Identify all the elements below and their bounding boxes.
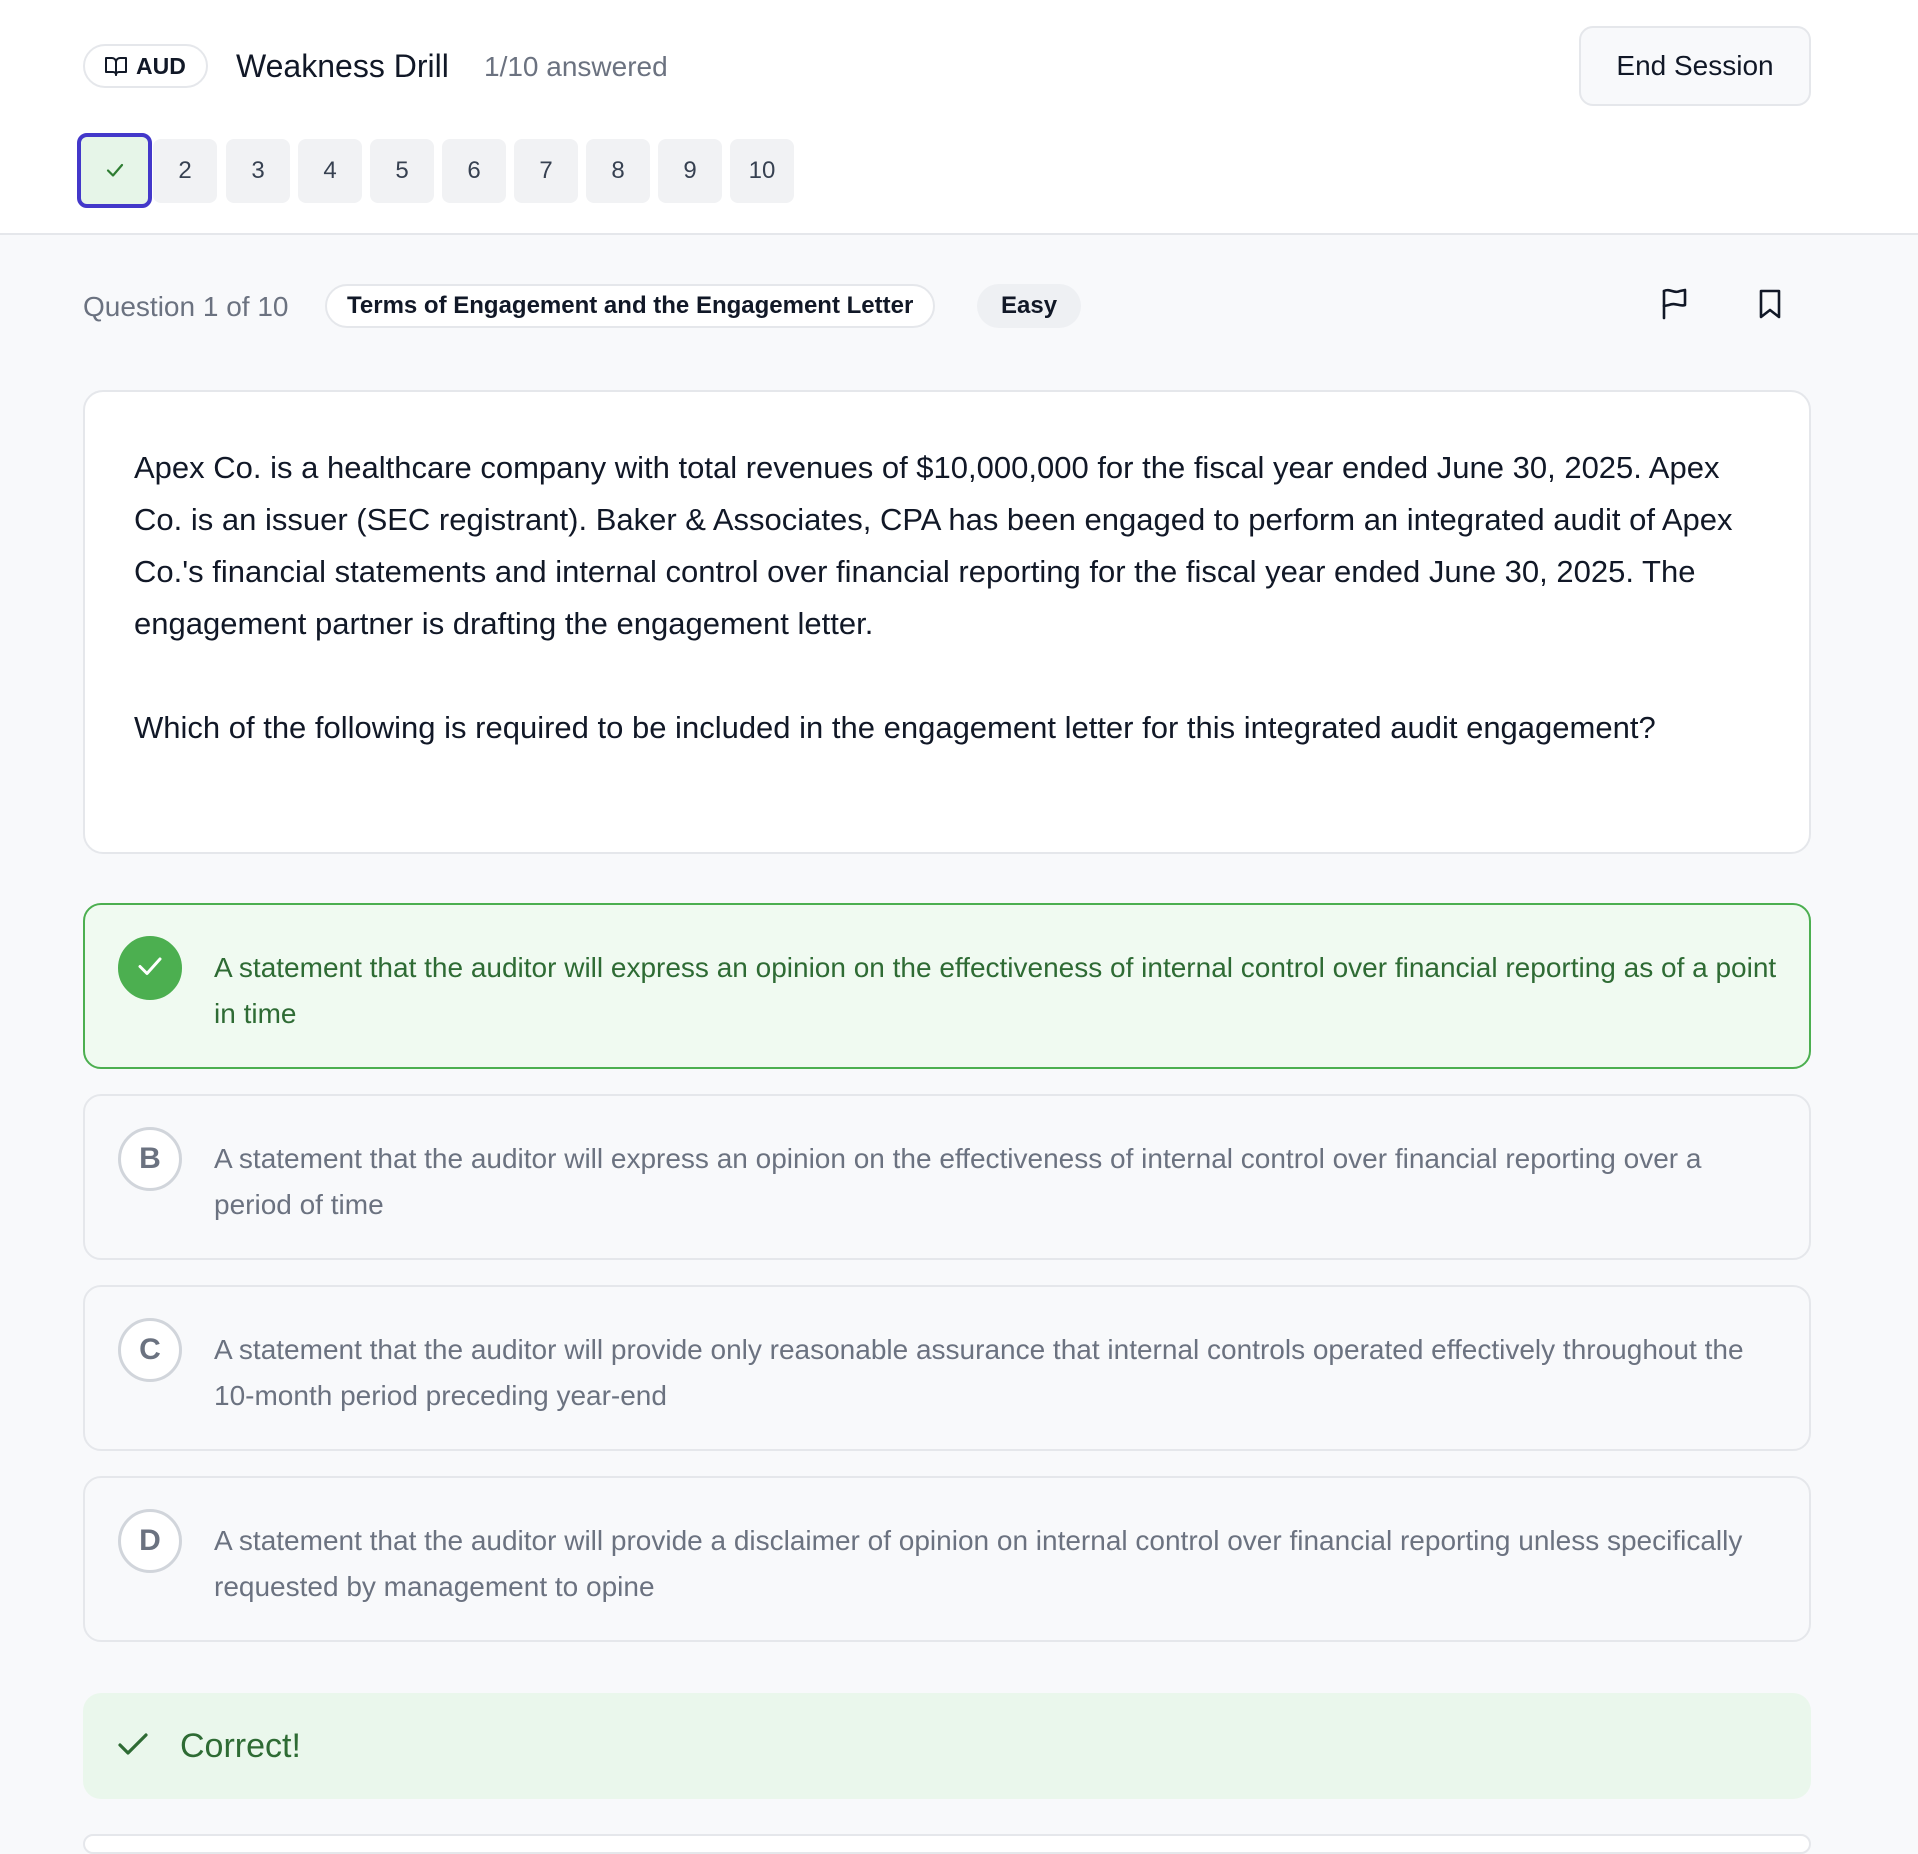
session-title: Weakness Drill [236,48,449,84]
book-open-icon [105,56,127,76]
answer-feedback [83,1693,1811,1799]
subject-label: AUD [136,52,186,79]
feedback-text: Correct! [180,1727,301,1765]
option-b-letter: B [118,1127,182,1191]
question-prompt: Which of the following is required to be included in the engagement letter for this integrated audit engagement? [134,710,1656,745]
option-c-letter: C [118,1318,182,1382]
answer-option-c[interactable] [83,1285,1811,1451]
question-nav-10[interactable]: 10 [730,139,794,203]
question-meta [83,282,1811,330]
check-icon [105,157,125,185]
answer-option-d[interactable] [83,1476,1811,1642]
option-a-text: A statement that the auditor will express an opinion on the effectiveness of internal control over financial reporting as of a point in time [214,952,1777,1029]
option-a-correct-marker [118,936,182,1000]
answered-count: 1/10 answered [484,51,668,82]
bookmark-icon [1757,288,1783,325]
question-nav-6[interactable]: 6 [442,139,506,203]
option-d-text: A statement that the auditor will provide a disclaimer of opinion on internal control over financial reporting unless specifically requested by management to opine [214,1525,1743,1602]
question-nav-4[interactable]: 4 [298,139,362,203]
answer-option-a[interactable] [83,903,1811,1069]
question-nav-5[interactable]: 5 [370,139,434,203]
question-nav-8[interactable]: 8 [586,139,650,203]
question-nav-9[interactable]: 9 [658,139,722,203]
bookmark-button[interactable] [1746,282,1794,330]
question-counter: Question 1 of 10 [83,291,289,322]
explanation-card [83,1834,1811,1854]
topic-badge: Terms of Engagement and the Engagement Letter [325,284,935,328]
option-d-letter: D [118,1509,182,1573]
difficulty-badge: Easy [977,284,1081,328]
check-icon [136,951,164,985]
flag-button[interactable] [1651,282,1699,330]
option-b-text: A statement that the auditor will express an opinion on the effectiveness of internal control over financial reporting over a period of time [214,1143,1702,1220]
question-nav-1[interactable] [77,133,152,208]
subject-badge [83,44,208,88]
option-c-text: A statement that the auditor will provide only reasonable assurance that internal controls operated effectively throughout the 10-month period preceding year-end [214,1334,1744,1411]
session-header [0,0,1918,235]
answer-option-b[interactable] [83,1094,1811,1260]
question-nav-7[interactable]: 7 [514,139,578,203]
question-nav-3[interactable]: 3 [226,139,290,203]
question-stem: Apex Co. is a healthcare company with total revenues of $10,000,000 for the fiscal year ended June 30, 2025. Apex Co. is an issuer (SEC registrant). Baker & Associates, CPA has been engaged to perform an integrated audit of Apex Co.'s financial statements and internal control over financial reporting for the fiscal year ended June 30, 2025. The engagement partner is drafting the engagement letter. [134,450,1733,641]
question-nav-2[interactable]: 2 [153,139,217,203]
question-card [83,390,1811,854]
end-session-button[interactable]: End Session [1579,26,1811,106]
check-icon [115,1726,151,1767]
flag-icon [1660,288,1690,325]
